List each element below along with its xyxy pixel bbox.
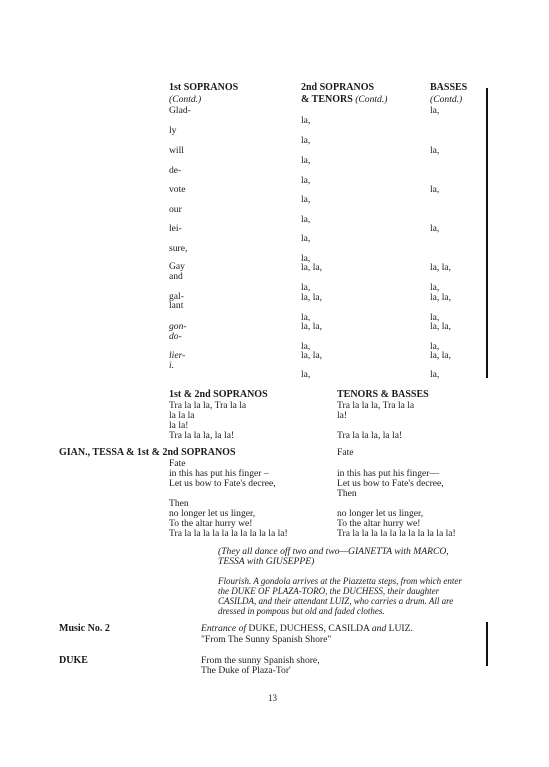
col2-la: la, [301,194,311,205]
fate-right-line: Then [337,488,357,499]
margin-bar [486,622,488,666]
fate-speaker: GIAN., TESSA & 1st & 2nd SOPRANOS [59,447,236,458]
entrance-and: and [371,623,387,634]
col3-la: la, [430,341,440,352]
flourish-line: Flourish. A gondola arrives at the Piazzetta steps, from which enter [218,576,462,586]
col1-syllable: i. [169,360,175,371]
col2-la: la, [301,253,311,264]
music-label: Music No. 2 [59,623,110,634]
col2-la: la, [301,155,311,166]
col2-heading-line1: 2nd SOPRANOS [301,82,375,93]
flourish-line: the DUKE OF PLAZA-TORO, the DUCHESS, their daughter [218,586,440,596]
dance-direction [218,547,449,567]
entrance-last: LUIZ. [388,623,413,634]
fate-left-line: Tra la la la la la la la la la la la! [169,528,288,539]
flourish-line: dressed in pompous but old and faded clothes. [218,606,385,616]
fate-left-line: no longer let us linger, [169,508,256,519]
fate-left-line: Let us bow to Fate's decree, [169,478,276,489]
col3-la: la, [430,282,440,293]
col1-syllable: do- [169,331,182,342]
col1-syllable: sure, [169,243,188,254]
col1-syllable: will [169,145,184,156]
col2-la: la, la, [301,350,323,361]
fate-left-block [169,459,288,539]
col2-la: la, [301,115,311,126]
entrance-names: DUKE, DUCHESS, CASILDA [248,623,370,634]
col2-la: la, [301,135,311,146]
flourish-direction [218,576,462,616]
dance-line: (They all dance off two and two—GIANETTA with MARCO, [218,546,449,557]
col3-la: la, [430,312,440,323]
tra-left-line: la la la [169,410,195,421]
col1-syllable: and [169,271,183,282]
tra-left-line: Tra la la la, la la! [169,430,235,441]
col3-la: la, [430,223,440,234]
dance-line: TESSA with GIUSEPPE) [218,556,315,567]
col3-contd: (Contd.) [430,94,463,105]
col3-heading: BASSES [430,82,468,93]
col1-syllable: Gay [169,261,185,272]
col3-la: la, [430,369,440,380]
col3-la: la, la, [430,321,452,332]
col3-la: la, [430,184,440,195]
fate-left-line: To the altar hurry we! [169,518,253,529]
col3-la: la, la, [430,350,452,361]
col2-la: la, [301,175,311,186]
fate-left-line: in this has put his finger – [169,468,269,479]
fate-right-line: in this has put his finger— [337,468,440,479]
flourish-line: CASILDA, and their attendant LUIZ, who carries a drum. All are [218,596,454,606]
col2-la: la, la, [301,321,323,332]
tra-right-line: Tra la la la, Tra la la [337,400,415,411]
col1-syllable: lei- [169,223,182,234]
fate-right-line: Let us bow to Fate's decree, [337,478,444,489]
entrance-line [201,624,413,634]
col2-la: la, la, [301,262,323,273]
col1-syllable: gal- [169,291,184,302]
col1-syllable: gon- [169,321,187,332]
col2-contd: (Contd.) [355,94,388,105]
col3-la: la, la, [430,292,452,303]
col1-syllable: lier- [169,350,186,361]
fate-right-block [337,469,456,539]
col3-la: la, [430,145,440,156]
col1-syllable: Glad- [169,105,191,116]
col2-la: la, la, [301,292,323,303]
tra-left-line: Tra la la la, Tra la la [169,400,247,411]
col2-la: la, [301,214,311,225]
col1-syllable: our [169,204,182,215]
col2-la: la, [301,341,311,352]
col1-contd: (Contd.) [169,94,202,105]
fate-right-line: no longer let us linger, [337,508,424,519]
tra-left-line: la la! [169,420,189,431]
fate-left-line: Fate [169,458,186,469]
col2-la: la, [301,312,311,323]
col1-syllable: lant [169,300,184,311]
fate-left-line: Then [169,498,189,509]
margin-bar [486,88,488,378]
page-number: 13 [268,693,277,703]
col1-syllable: de- [169,165,182,176]
col3-la: la, la, [430,262,452,273]
entrance-prefix: Entrance of [201,623,247,634]
duke-line: The Duke of Plaza-Tor' [201,665,291,676]
col1-syllable: vote [169,184,186,195]
col1-syllable: ly [169,125,177,136]
tra-left-heading: 1st & 2nd SOPRANOS [169,389,268,400]
song-title: "From The Sunny Spanish Shore" [201,634,332,645]
col3-la: la, [430,105,440,116]
col2-heading-line2 [301,95,387,105]
tra-right-line: Tra la la la, la la! [337,430,403,441]
duke-line: From the sunny Spanish shore, [201,655,320,666]
col2-la: la, [301,233,311,244]
col2-la: la, [301,369,311,380]
fate-right-line: To the altar hurry we! [337,518,421,529]
duke-speaker: DUKE [59,655,88,666]
fate-right-line: Tra la la la la la la la la la la la! [337,528,456,539]
fate-right-line: Fate [337,447,354,458]
col2-la: la, [301,282,311,293]
col2-heading-tenors: & TENORS [301,94,353,105]
tra-right-heading: TENORS & BASSES [337,389,429,400]
tra-right-line: la! [337,410,348,421]
col1-heading: 1st SOPRANOS [169,82,239,93]
